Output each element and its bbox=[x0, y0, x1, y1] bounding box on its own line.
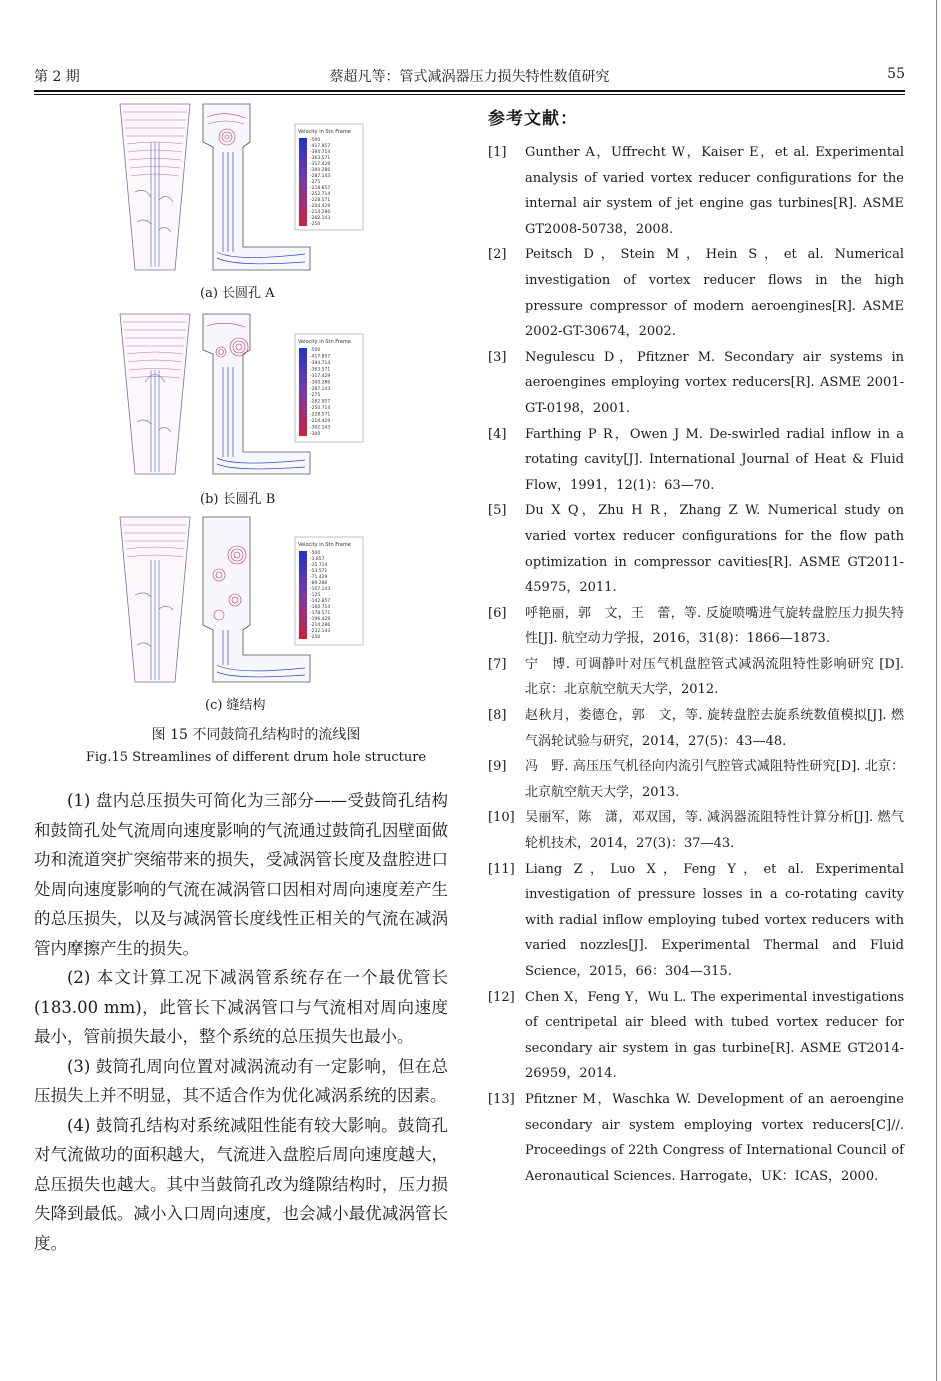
reference-number: [3] bbox=[488, 349, 507, 365]
legend-tick-label: -500 bbox=[310, 348, 321, 353]
reference-item bbox=[488, 140, 904, 242]
legend-tick-label: -1.857 bbox=[310, 557, 325, 562]
streamline-plot-a-left bbox=[120, 104, 190, 270]
reference-number: [10] bbox=[488, 810, 515, 826]
reference-number: [1] bbox=[488, 145, 507, 160]
legend-tick-label: -500 bbox=[310, 551, 321, 556]
reference-text: 呼艳丽，郭 文，王 蕾，等. 反旋喷嘴进气旋转盘腔压力损失特性[J]. 航空动力学报，2016，31(8)：1866—1873. bbox=[525, 605, 904, 647]
reference-text: Peitsch D，Stein M，Hein S，et al. Numerical investigation of vortex reducer flows in the high pressure compressor of modern aeroengines[R]. ASME 2002-GT-30674，2002. bbox=[525, 247, 904, 340]
legend-tick-label: -232.143 bbox=[310, 629, 331, 634]
conclusions-column bbox=[34, 786, 448, 1258]
legend-tick-label: -417.857 bbox=[310, 354, 331, 360]
streamline-plot-c-right bbox=[203, 517, 310, 682]
figure-caption-en: Fig.15 Streamlines of different drum hole structure bbox=[85, 750, 427, 765]
legend-b bbox=[295, 334, 363, 442]
reference-item bbox=[488, 498, 904, 600]
reference-text: Farthing P R，Owen J M. De-swirled radial inflow in a rotating cavity[J]. International Journal of Heat & Fluid Flow，1991，12(1)：63—70. bbox=[525, 426, 904, 493]
reference-text: 冯 野. 高压压气机径向内流引气腔管式减阻特性研究[D]. 北京：北京航空航天大学，2013. bbox=[525, 759, 904, 800]
reference-text: Negulescu D，Pfitzner M. Secondary air systems in aeroengines employing vortex reducers[R]. ASME 2001-GT-0198，2001. bbox=[525, 349, 904, 416]
legend-tick-label: -53.571 bbox=[310, 569, 328, 574]
figure-panel-a bbox=[115, 102, 365, 272]
reference-number: [4] bbox=[488, 426, 507, 442]
legend-tick-label: -500 bbox=[310, 138, 321, 143]
reference-item bbox=[488, 754, 904, 805]
legend-tick-label: -302.143 bbox=[310, 425, 331, 431]
legend-tick-label: -142.857 bbox=[310, 599, 331, 604]
legend-tick-label: -300.286 bbox=[310, 168, 331, 173]
legend-tick-label: -204.429 bbox=[310, 204, 331, 209]
reference-number: [2] bbox=[488, 247, 507, 263]
reference-text: Gunther A，Uffrecht W，Kaiser E，et al. Experimental analysis of varied vortex reducer configurations for the internal air system of jet engine gas turbines[R]. ASME GT2008-50738，2008. bbox=[525, 145, 904, 237]
reference-item bbox=[488, 242, 904, 344]
legend-tick-label: -214.429 bbox=[310, 419, 331, 425]
legend-tick-label: -317.429 bbox=[310, 373, 331, 379]
legend-tick-label: -228.571 bbox=[310, 412, 331, 418]
header-rule-thick bbox=[34, 90, 905, 92]
legend-tick-label: -287.143 bbox=[310, 174, 331, 179]
legend-tick-label: -218.857 bbox=[310, 186, 331, 191]
subcaption-a: (a) 长圆孔 A bbox=[200, 286, 275, 301]
legend-tick-label: -287.143 bbox=[310, 386, 331, 392]
reference-text: 吴丽军，陈 潇，邓双国，等. 减涡器流阻特性计算分析[J]. 燃气轮机技术，2014，27(3)：37—43. bbox=[525, 810, 904, 852]
legend-tick-label: -250 bbox=[310, 635, 321, 640]
issue-label: 第 2 期 bbox=[34, 69, 80, 85]
reference-item bbox=[488, 985, 904, 1087]
subcaption-c: (c) 缝结构 bbox=[205, 698, 266, 713]
legend-tick-label: -300 bbox=[310, 432, 321, 437]
figure-caption-cn: 图 15 不同鼓筒孔结构时的流线图 bbox=[151, 727, 361, 743]
legend-c-title: Velocity in Stn Frame bbox=[298, 542, 351, 548]
streamline-plot-b-left bbox=[120, 314, 190, 474]
legend-tick-label: -71.429 bbox=[310, 575, 328, 580]
legend-c bbox=[295, 537, 363, 645]
legend-a bbox=[295, 124, 363, 230]
reference-number: [13] bbox=[488, 1091, 515, 1107]
legend-tick-label: -363.571 bbox=[310, 367, 331, 373]
reference-text: 宁 博. 可调静叶对压气机盘腔管式减涡流阻特性影响研究 [D]. 北京：北京航空航天大学，2012. bbox=[525, 656, 904, 698]
reference-item bbox=[488, 601, 904, 652]
page-border bbox=[936, 0, 937, 1381]
legend-tick-label: -394.714 bbox=[310, 150, 331, 155]
reference-number: [6] bbox=[488, 605, 507, 621]
figure-panel-b bbox=[115, 312, 365, 477]
legend-tick-label: -89.286 bbox=[310, 581, 328, 586]
reference-text: 赵秋月，娄德仓，郭 文，等. 旋转盘腔去旋系统数值模拟[J]. 燃气涡轮试验与研究，2014，27(5)：43—48. bbox=[525, 708, 904, 749]
references-list bbox=[488, 140, 904, 1189]
legend-tick-label: -228.571 bbox=[310, 198, 331, 203]
legend-tick-label: -35.714 bbox=[310, 563, 328, 568]
legend-tick-label: -262.857 bbox=[310, 399, 331, 405]
references-heading: 参考文献： bbox=[488, 109, 578, 129]
figure-panel-c bbox=[115, 515, 365, 685]
legend-tick-label: -252.714 bbox=[310, 192, 331, 197]
reference-item bbox=[488, 703, 904, 754]
reference-number: [12] bbox=[488, 989, 515, 1005]
reference-text: Du X Q，Zhu H R，Zhang Z W. Numerical study on varied vortex reducer configurations for the flow path optimization in compressor cavities[R]. ASME GT2011-45975，2011. bbox=[525, 503, 904, 596]
reference-item bbox=[488, 805, 904, 856]
legend-tick-label: -317.429 bbox=[310, 162, 331, 167]
reference-number: [11] bbox=[488, 861, 515, 877]
conclusion-paragraph: (3) 鼓筒孔周向位置对减涡流动有一定影响，但在总压损失上并不明显，其不适合作为优化减涡系统的因素。 bbox=[34, 1056, 448, 1105]
legend-tick-label: -417.857 bbox=[310, 144, 331, 149]
reference-text: Chen X，Feng Y，Wu L. The experimental investigations of centripetal air bleed with tubed vortex reducer for secondary air system in gas turbine[R]. ASME GT2014-26959，2014. bbox=[525, 989, 904, 1082]
page-number: 55 bbox=[887, 66, 905, 82]
legend-tick-label: -196.429 bbox=[310, 617, 331, 622]
legend-tick-label: -275 bbox=[310, 180, 321, 185]
reference-number: [7] bbox=[488, 656, 507, 672]
streamline-plot-b-right bbox=[203, 314, 310, 474]
legend-b-title: Velocity in Stn Frame bbox=[298, 339, 351, 345]
legend-tick-label: -262.143 bbox=[310, 216, 331, 221]
legend-tick-label: -178.571 bbox=[310, 611, 331, 616]
reference-item bbox=[488, 422, 904, 499]
reference-number: [5] bbox=[488, 503, 507, 519]
legend-tick-label: -214.286 bbox=[310, 210, 331, 215]
legend-tick-label: -250 bbox=[310, 222, 321, 227]
streamline-plot-c-left bbox=[120, 517, 190, 682]
reference-item bbox=[488, 652, 904, 703]
legend-tick-label: -160.714 bbox=[310, 605, 331, 610]
conclusion-paragraph: (1) 盘内总压损失可简化为三部分——受鼓筒孔结构和鼓筒孔处气流周向速度影响的气流通过鼓筒孔因壁面做功和流道突扩突缩带来的损失，受减涡管长度及盘腔进口处周向速度影响的气流在减涡管口因相对周向速度差产生的总压损失，以及与减涡管长度线性正相关的气流在减涡管内摩擦产生的损失。 bbox=[34, 791, 448, 958]
reference-item bbox=[488, 345, 904, 422]
reference-item bbox=[488, 857, 904, 985]
reference-text: Pfitzner M，Waschka W. Development of an aeroengine secondary air system employing vortex reducers[C]//. Proceedings of 22th Congress of International Council of Aeronautical Sciences. Harrogate，UK：ICAS，2000. bbox=[525, 1091, 904, 1184]
legend-tick-label: -394.714 bbox=[310, 360, 331, 366]
legend-tick-label: -363.571 bbox=[310, 156, 331, 161]
legend-tick-label: -275 bbox=[310, 393, 321, 399]
conclusion-paragraph: (4) 鼓筒孔结构对系统减阻性能有较大影响。鼓筒孔对气流做功的面积越大，气流进入盘腔后周向速度越大，总压损失也越大。其中当鼓筒孔改为缝隙结构时，压力损失降到最低。减小入口周向速度，也会减小最优减涡管长度。 bbox=[34, 1115, 448, 1253]
conclusion-paragraph: (2) 本文计算工况下减涡管系统存在一个最优管长(183.00 mm)，此管长下减涡管口与气流相对周向速度最小，管前损失最小，整个系统的总压损失也最小。 bbox=[34, 968, 448, 1046]
legend-a-title: Velocity in Stn Frame bbox=[298, 129, 351, 135]
reference-number: [9] bbox=[488, 759, 507, 775]
reference-text: Liang Z，Luo X，Feng Y，et al. Experimental investigation of pressure losses in a co-rotating cavity with radial inflow employing tubed vortex reducers with varied nozzles[J]. Experimental Thermal and Fluid Science，2015，66：304—315. bbox=[525, 861, 904, 979]
legend-tick-label: -125 bbox=[310, 593, 321, 598]
legend-tick-label: -300.286 bbox=[310, 380, 331, 386]
subcaption-b: (b) 长圆孔 B bbox=[200, 492, 276, 507]
legend-tick-label: -250.714 bbox=[310, 406, 331, 412]
reference-number: [8] bbox=[488, 708, 507, 724]
header-rule-thin bbox=[34, 94, 905, 95]
legend-tick-label: -214.286 bbox=[310, 623, 331, 628]
streamline-plot-a-right bbox=[203, 104, 310, 270]
running-header bbox=[34, 62, 905, 88]
reference-item bbox=[488, 1087, 904, 1189]
legend-tick-label: -107.143 bbox=[310, 587, 331, 592]
running-title: 蔡超凡等：管式减涡器压力损失特性数值研究 bbox=[329, 69, 610, 85]
